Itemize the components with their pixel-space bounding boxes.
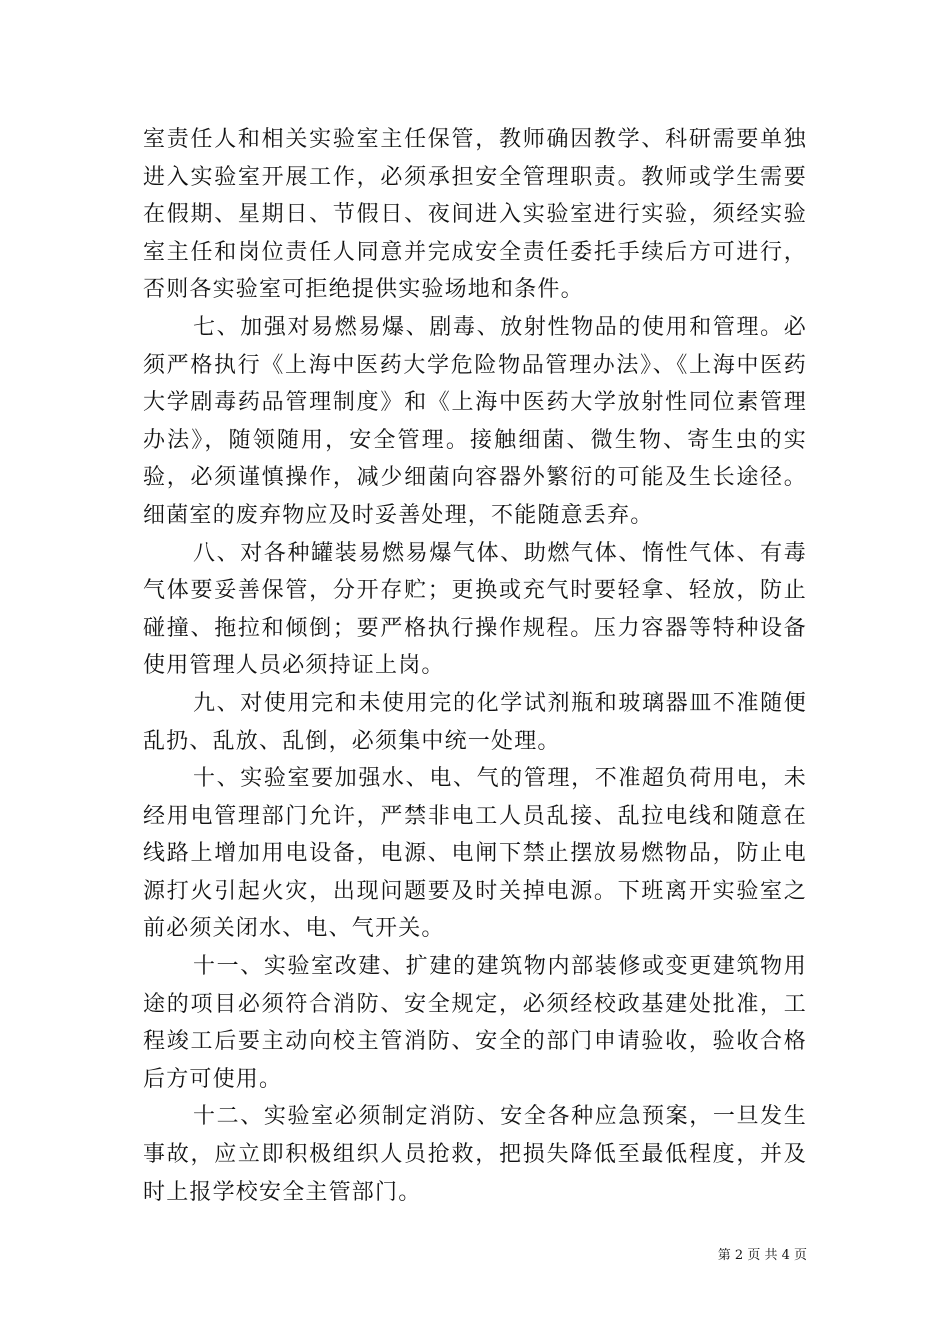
page-number-footer: 第 2 页 共 4 页	[717, 1248, 807, 1263]
paragraph-item-12: 十二、实验室必须制定消防、安全各种应急预案，一旦发生事故，应立即积极组织人员抢救，把损失降低至最低程度，并及时上报学校安全主管部门。	[143, 1104, 807, 1205]
document-body	[143, 121, 807, 1211]
paragraph-item-10: 十、实验室要加强水、电、气的管理，不准超负荷用电，未经用电管理部门允许，严禁非电工人员乱接、乱拉电线和随意在线路上增加用电设备，电源、电闸下禁止摆放易燃物品，防止电源打火引起火灾，出现问题要及时关掉电源。下班离开实验室之前必须关闭水、电、气开关。	[143, 766, 807, 942]
paragraph-item-11: 十一、实验室改建、扩建的建筑物内部装修或变更建筑物用途的项目必须符合消防、安全规定，必须经校政基建处批准，工程竣工后要主动向校主管消防、安全的部门申请验收，验收合格后方可使用。	[143, 954, 807, 1092]
paragraph-item-8: 八、对各种罐装易燃易爆气体、助燃气体、惰性气体、有毒气体要妥善保管，分开存贮；更换或充气时要轻拿、轻放，防止碰撞、拖拉和倾倒；要严格执行操作规程。压力容器等特种设备使用管理人员必须持证上岗。	[143, 540, 807, 679]
paragraph-item-9: 九、对使用完和未使用完的化学试剂瓶和玻璃器皿不准随便乱扔、乱放、乱倒，必须集中统一处理。	[143, 690, 807, 754]
paragraph-item-7: 七、加强对易燃易爆、剧毒、放射性物品的使用和管理。必须严格执行《上海中医药大学危险物品管理办法》、《上海中医药大学剧毒药品管理制度》和《上海中医药大学放射性同位素管理办法》，随领随用，安全管理。接触细菌、微生物、寄生虫的实验，必须谨慎操作，减少细菌向容器外繁衍的可能及生长途径。细菌室的废弃物应及时妥善处理，不能随意丢弃。	[143, 314, 807, 528]
paragraph-continuation: 室责任人和相关实验室主任保管，教师确因教学、科研需要单独进入实验室开展工作，必须承担安全管理职责。教师或学生需要在假期、星期日、节假日、夜间进入实验室进行实验，须经实验室主任和岗位责任人同意并完成安全责任委托手续后方可进行，否则各实验室可拒绝提供实验场地和条件。	[143, 127, 807, 303]
